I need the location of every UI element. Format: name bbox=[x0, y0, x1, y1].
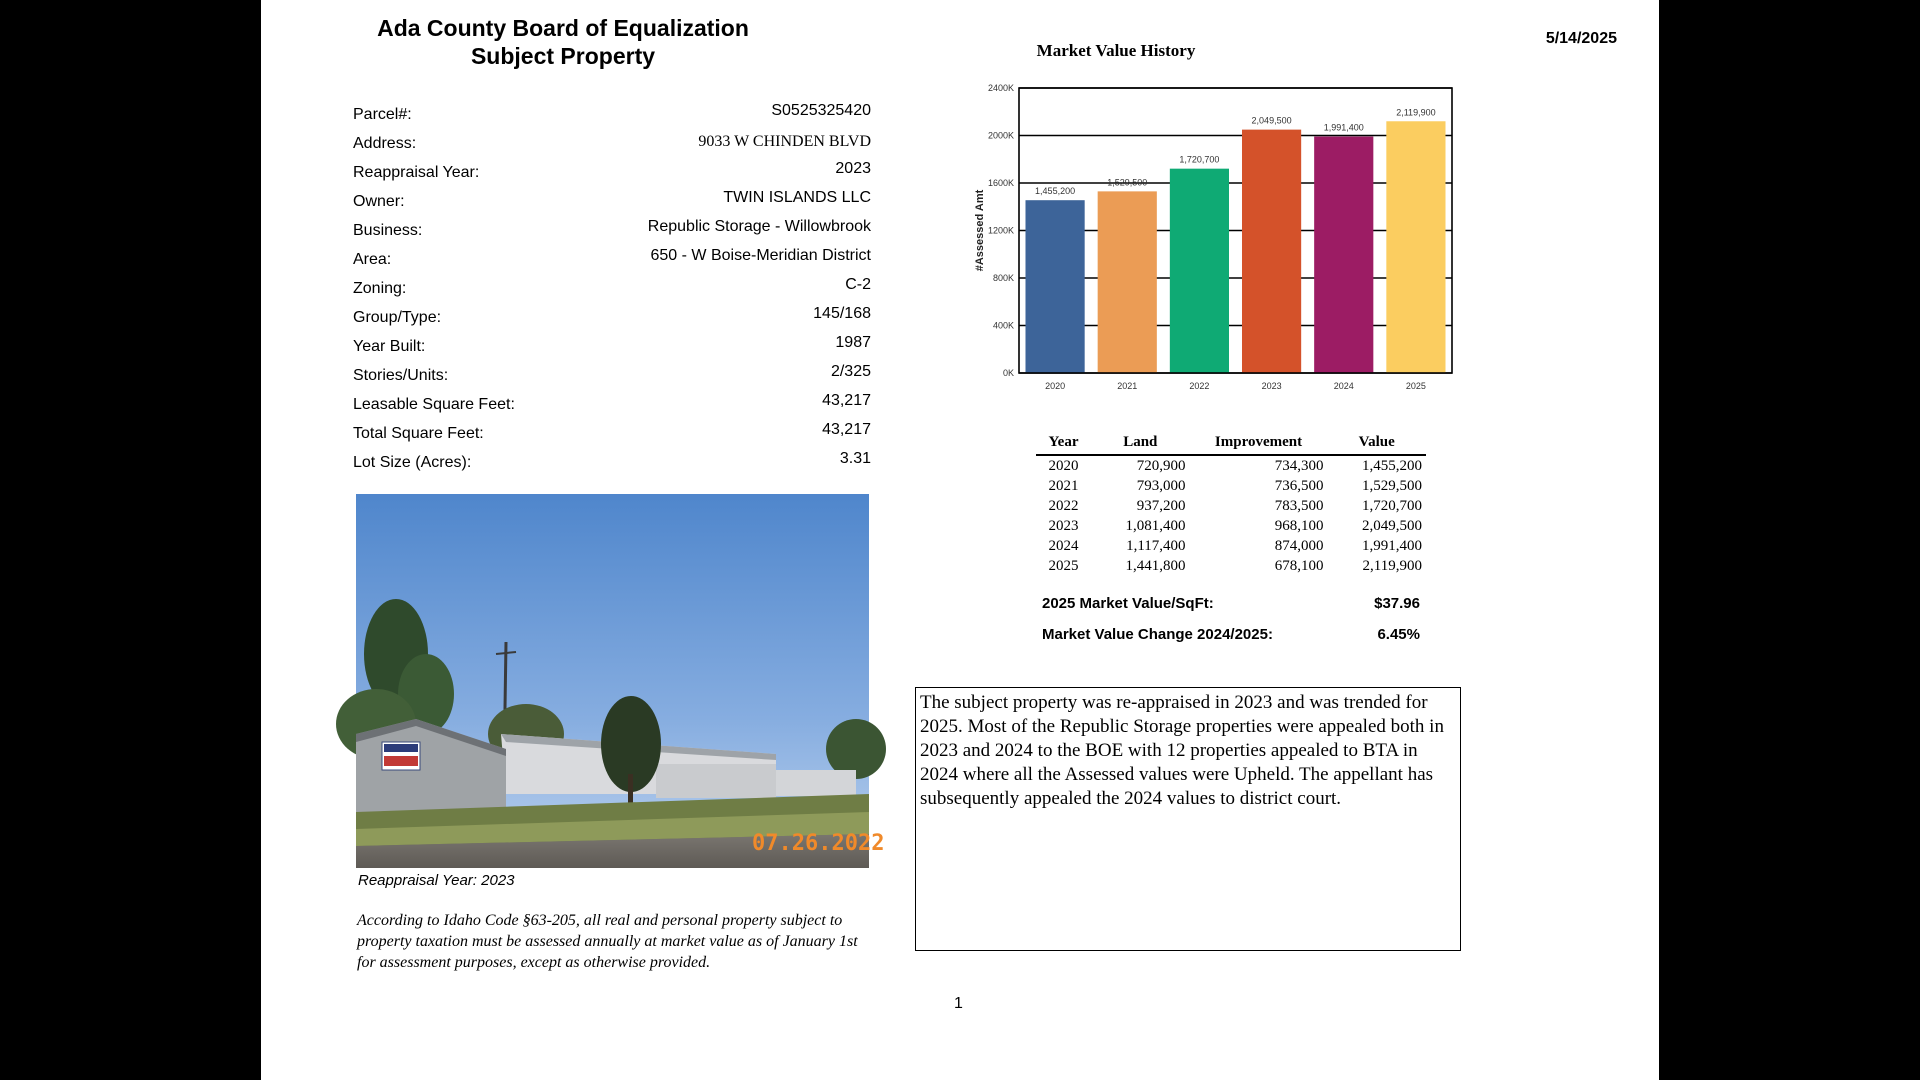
x-tick-label: 2021 bbox=[1117, 381, 1138, 391]
property-photo-illustration bbox=[356, 494, 885, 868]
fact-value: Republic Storage - Willowbrook bbox=[647, 218, 871, 235]
market-value-chart bbox=[961, 70, 1436, 400]
photo-caption: Reappraisal Year: 2023 bbox=[358, 872, 515, 889]
market-value-change bbox=[1042, 626, 1420, 643]
table-cell: 1,441,800 bbox=[1125, 558, 1186, 574]
table-cell: 736,500 bbox=[1274, 478, 1324, 494]
photo-date-stamp: 07.26.2022 bbox=[752, 831, 885, 856]
table-cell: 734,300 bbox=[1274, 458, 1324, 474]
y-axis-label: #Assessed Amt bbox=[974, 189, 986, 272]
y-tick-label: 2000K bbox=[987, 130, 1014, 141]
fact-row-year-built bbox=[353, 332, 871, 361]
appraiser-notes: The subject property was re-appraised in 2023 and was trended for 2025. Most of the Republic Storage properties were appealed both in 2023 and 2024 to the BOE with 12 properties appealed to BTA in 2024 where all the Assessed values were Upheld. The appellant has subsequently appealed the 2024 values to district court. bbox=[915, 687, 1461, 951]
page-title bbox=[321, 14, 805, 70]
summary-value: $37.96 bbox=[1374, 595, 1420, 612]
table-row bbox=[1036, 496, 1426, 516]
fact-label: Group/Type: bbox=[353, 309, 442, 326]
table-row bbox=[1036, 536, 1426, 556]
table-cell: 2020 bbox=[1048, 458, 1079, 474]
table-header-row bbox=[1036, 432, 1426, 455]
fact-label: Zoning: bbox=[353, 280, 407, 297]
y-tick-label: 800K bbox=[992, 273, 1014, 283]
summary-value: 6.45% bbox=[1377, 626, 1420, 643]
summary-label: 2025 Market Value/SqFt: bbox=[1042, 595, 1214, 612]
fact-row-reappraisal-year bbox=[353, 158, 871, 187]
x-tick-label: 2025 bbox=[1405, 381, 1426, 391]
fact-value: 43,217 bbox=[822, 392, 871, 409]
bar-value-label: 2,049,500 bbox=[1251, 115, 1292, 126]
property-facts bbox=[353, 100, 871, 477]
fact-value: C-2 bbox=[845, 276, 871, 293]
report-date: 5/14/2025 bbox=[1545, 30, 1617, 47]
fact-row-address bbox=[353, 129, 871, 158]
page-number: 1 bbox=[954, 995, 963, 1012]
col-land: Land bbox=[1091, 432, 1190, 455]
table-row bbox=[1036, 556, 1426, 576]
fact-label: Area: bbox=[353, 251, 392, 268]
table-cell: 793,000 bbox=[1136, 478, 1186, 494]
fact-label: Reappraisal Year: bbox=[353, 164, 480, 181]
table-cell: 720,900 bbox=[1136, 458, 1186, 474]
fact-label: Leasable Square Feet: bbox=[353, 396, 515, 413]
y-tick-label: 1200K bbox=[987, 225, 1014, 236]
x-tick-label: 2022 bbox=[1189, 381, 1210, 391]
document-page bbox=[261, 0, 1659, 1080]
table-cell: 968,100 bbox=[1274, 518, 1324, 534]
fact-label: Owner: bbox=[353, 193, 405, 210]
table-cell: 1,991,400 bbox=[1362, 538, 1422, 554]
table-cell: 1,081,400 bbox=[1125, 518, 1186, 534]
fact-row-leasable-sqft bbox=[353, 390, 871, 419]
y-tick-label: 0K bbox=[1002, 368, 1014, 378]
fact-row-group-type bbox=[353, 303, 871, 332]
fact-label: Parcel#: bbox=[353, 106, 412, 123]
fact-row-parcel bbox=[353, 100, 871, 129]
chart-title: Market Value History bbox=[1036, 41, 1196, 60]
table-cell: 1,455,200 bbox=[1362, 458, 1422, 474]
fact-value: 43,217 bbox=[822, 421, 871, 438]
table-cell: 937,200 bbox=[1136, 498, 1186, 514]
table-cell: 783,500 bbox=[1274, 498, 1324, 514]
fact-value: 9033 W CHINDEN BLVD bbox=[698, 133, 871, 150]
x-tick-label: 2020 bbox=[1045, 381, 1066, 391]
fact-label: Business: bbox=[353, 222, 423, 239]
table-cell: 874,000 bbox=[1274, 538, 1324, 554]
market-value-per-sqft bbox=[1042, 595, 1420, 612]
fact-value: S0525325420 bbox=[771, 102, 871, 119]
fact-row-owner bbox=[353, 187, 871, 216]
fact-row-business bbox=[353, 216, 871, 245]
table-row bbox=[1036, 516, 1426, 536]
fact-row-lot-size bbox=[353, 448, 871, 477]
table-row bbox=[1036, 476, 1426, 496]
bar-2020 bbox=[1025, 200, 1084, 373]
summary-label: Market Value Change 2024/2025: bbox=[1042, 626, 1273, 643]
table-cell: 2,049,500 bbox=[1362, 518, 1422, 534]
col-value: Value bbox=[1327, 432, 1426, 455]
table-cell: 1,720,700 bbox=[1362, 498, 1422, 514]
table-cell: 2022 bbox=[1048, 498, 1079, 514]
table-cell: 2023 bbox=[1048, 518, 1079, 534]
x-tick-label: 2024 bbox=[1333, 381, 1354, 391]
bar-2022 bbox=[1170, 169, 1229, 373]
fact-label: Lot Size (Acres): bbox=[353, 454, 472, 471]
fact-value: 1987 bbox=[835, 334, 871, 351]
fact-label: Stories/Units: bbox=[353, 367, 449, 384]
table-cell: 2024 bbox=[1048, 538, 1079, 554]
bar-value-label: 1,529,500 bbox=[1107, 177, 1148, 188]
table-cell: 2025 bbox=[1048, 558, 1079, 574]
y-tick-label: 400K bbox=[992, 320, 1014, 331]
y-tick-label: 1600K bbox=[987, 178, 1014, 188]
fact-value: TWIN ISLANDS LLC bbox=[723, 189, 871, 206]
table-cell: 1,529,500 bbox=[1362, 478, 1422, 494]
table-cell: 2,119,900 bbox=[1362, 558, 1422, 574]
fact-row-total-sqft bbox=[353, 419, 871, 448]
fact-label: Total Square Feet: bbox=[353, 425, 484, 442]
fact-row-area bbox=[353, 245, 871, 274]
fact-value: 145/168 bbox=[813, 305, 871, 322]
fact-value: 2023 bbox=[835, 160, 871, 177]
bar-value-label: 1,991,400 bbox=[1323, 122, 1364, 133]
title-line-2: Subject Property bbox=[470, 43, 656, 69]
bar-2021 bbox=[1098, 191, 1157, 373]
x-tick-label: 2023 bbox=[1261, 381, 1282, 391]
fact-row-zoning bbox=[353, 274, 871, 303]
bar-value-label: 1,720,700 bbox=[1179, 154, 1220, 165]
table-row bbox=[1036, 455, 1426, 476]
value-history-table bbox=[1036, 432, 1426, 576]
y-tick-label: 2400K bbox=[987, 83, 1014, 93]
table-cell: 678,100 bbox=[1274, 558, 1324, 574]
fact-label: Address: bbox=[353, 135, 417, 152]
bar-2023 bbox=[1242, 130, 1301, 373]
table-cell: 1,117,400 bbox=[1126, 538, 1186, 554]
bar-2025 bbox=[1386, 121, 1445, 373]
fact-value: 650 - W Boise-Meridian District bbox=[650, 247, 871, 264]
property-photo bbox=[356, 494, 885, 868]
legal-notice: According to Idaho Code §63-205, all real and personal property subject to property taxation must be assessed annually at market value as of January 1st for assessment purposes, except as otherwise provided. bbox=[357, 912, 858, 971]
col-improvement: Improvement bbox=[1190, 432, 1328, 455]
fact-label: Year Built: bbox=[353, 338, 426, 355]
bar-value-label: 2,119,900 bbox=[1396, 107, 1436, 118]
col-year: Year bbox=[1036, 432, 1091, 455]
fact-value: 3.31 bbox=[839, 450, 871, 467]
title-line-1: Ada County Board of Equalization bbox=[377, 15, 749, 41]
bar-2024 bbox=[1314, 137, 1373, 373]
fact-row-stories-units bbox=[353, 361, 871, 390]
table-cell: 2021 bbox=[1048, 478, 1079, 494]
fact-value: 2/325 bbox=[830, 363, 871, 380]
bar-value-label: 1,455,200 bbox=[1035, 186, 1076, 197]
